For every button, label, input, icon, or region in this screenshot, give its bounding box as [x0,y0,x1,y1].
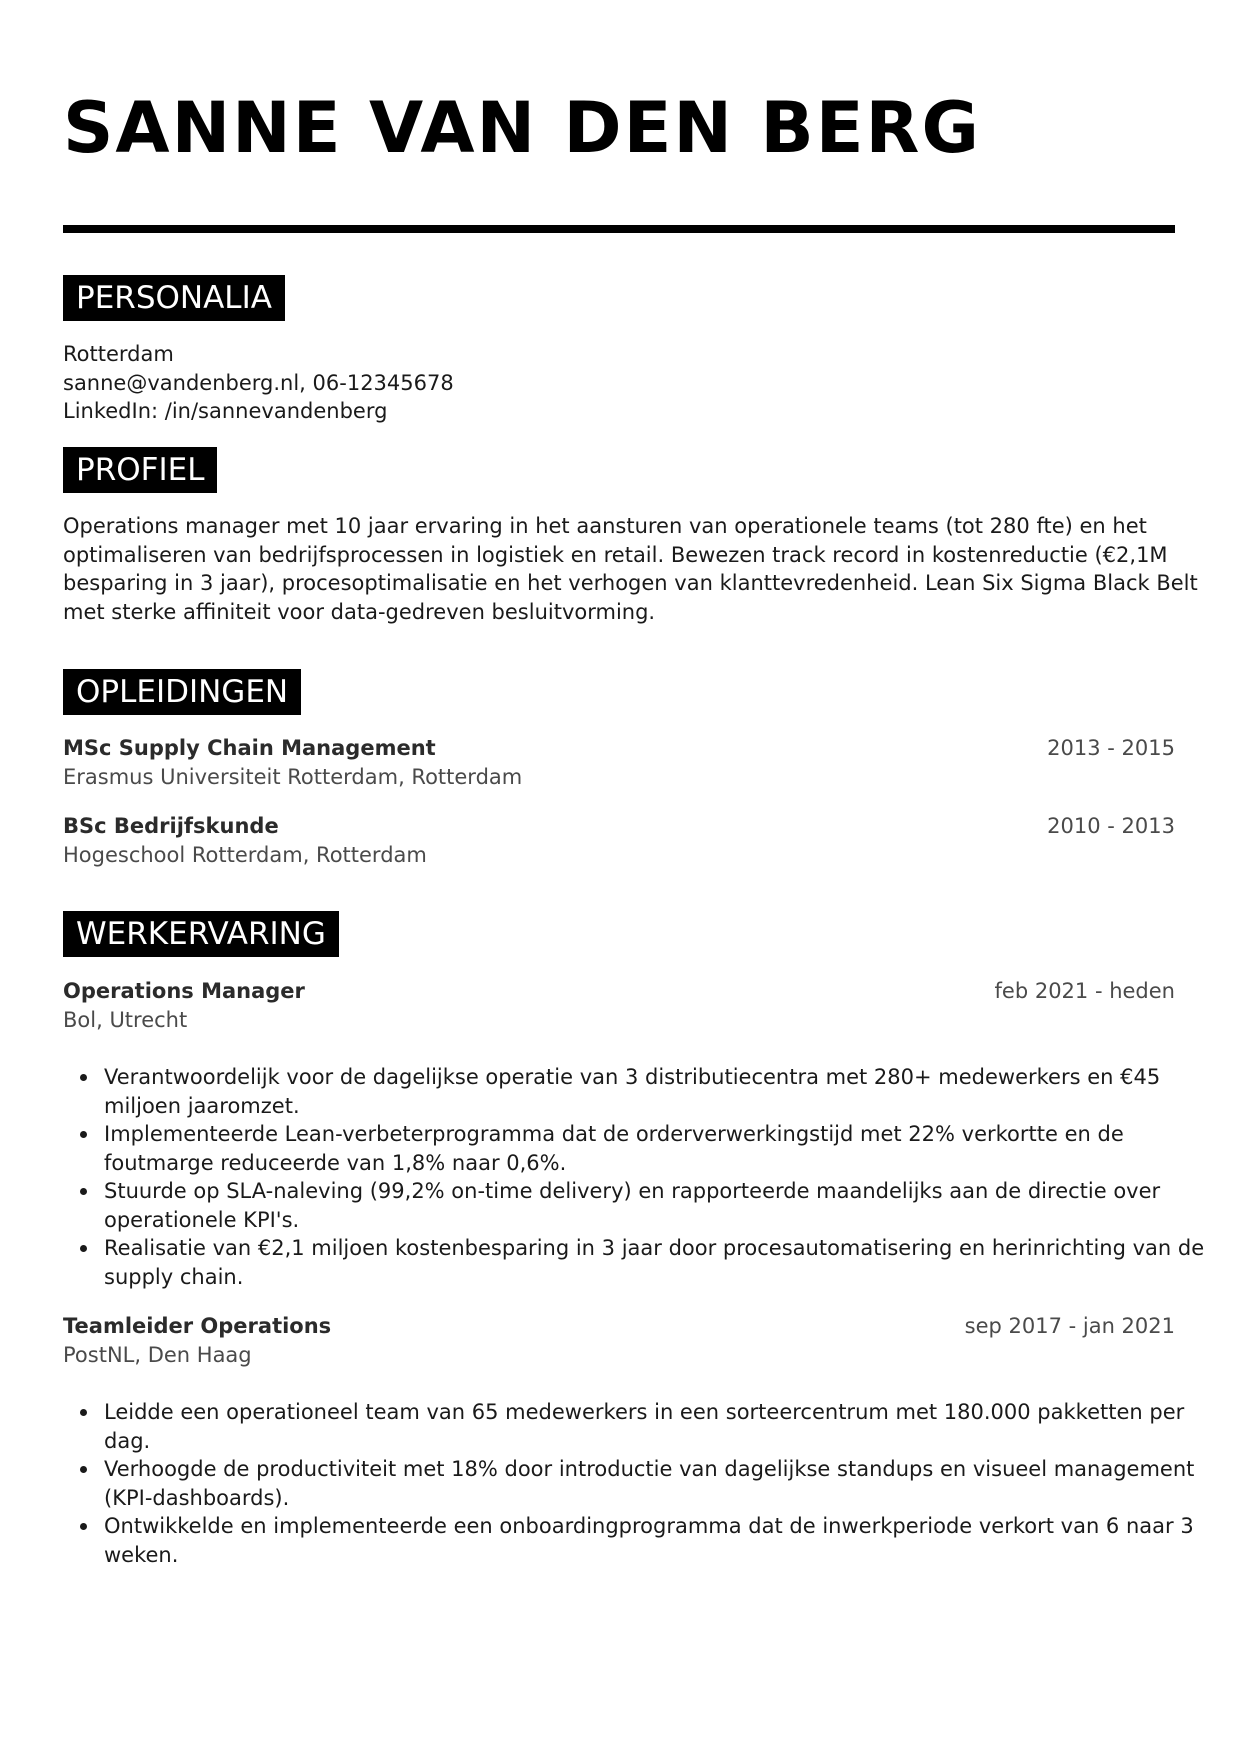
personalia-details [63,340,1175,426]
job-period: sep 2017 - jan 2021 [964,1314,1175,1338]
section-heading-werkervaring: WERKERVARING [63,911,339,957]
bullet-icon [80,1466,87,1473]
bullet-icon [80,1245,87,1252]
job-title: Operations Manager [63,979,305,1003]
profiel-line: met sterke affiniteit voor data-gedreven besluitvorming. [63,599,656,624]
list-item: Verantwoordelijk voor de dagelijkse operatie van 3 distributiecentra met 280+ medewerkers en €45 miljoen jaaromzet. [63,1063,1175,1120]
section-heading-profiel: PROFIEL [63,447,217,493]
bullet-icon [80,1074,87,1081]
education-school: Erasmus Universiteit Rotterdam, Rotterdam [63,765,523,789]
job-company: PostNL, Den Haag [63,1343,252,1367]
education-degree: MSc Supply Chain Management [63,736,436,760]
education-degree: BSc Bedrijfskunde [63,814,279,838]
job-entry [63,977,1175,1037]
bullet-icon [80,1188,87,1195]
header-divider [63,225,1175,233]
profiel-line: besparing in 3 jaar), procesoptimalisatie en het verhogen van klanttevredenheid. Lean Six Sigma Black Belt [63,571,1198,595]
list-item: Ontwikkelde en implementeerde een onboardingprogramma dat de inwerkperiode verkort van 6 naar 3 weken. [63,1512,1175,1569]
job-responsibilities-list [63,1063,1205,1291]
profiel-line: optimaliseren van bedrijfsprocessen in logistiek en retail. Bewezen track record in kostenreductie (€2,1M [63,542,1168,567]
bullet-icon [80,1409,87,1416]
education-entry [63,812,1175,872]
job-entry [63,1312,1175,1372]
personalia-linkedin: LinkedIn: /in/sannevandenberg [63,399,388,423]
job-period: feb 2021 - heden [994,979,1175,1003]
education-period: 2013 - 2015 [1047,736,1175,760]
section-heading-personalia: PERSONALIA [63,275,285,321]
list-item: Leidde een operationeel team van 65 medewerkers in een sorteercentrum met 180.000 pakketten per dag. [63,1398,1175,1455]
bullet-icon [80,1523,87,1530]
profiel-summary [63,512,1198,626]
education-school: Hogeschool Rotterdam, Rotterdam [63,843,427,867]
personalia-contact: sanne@vandenberg.nl, 06-12345678 [63,370,454,395]
list-item: Verhoogde de productiviteit met 18% door introductie van dagelijkse standups en visueel management (KPI-dashboards). [63,1455,1175,1512]
personalia-city: Rotterdam [63,342,174,366]
bullet-icon [80,1131,87,1138]
job-responsibilities-list [63,1398,1195,1569]
job-company: Bol, Utrecht [63,1008,188,1032]
section-heading-opleidingen: OPLEIDINGEN [63,669,301,715]
candidate-name: SANNE VAN DEN BERG [63,87,981,169]
job-title: Teamleider Operations [63,1314,332,1338]
list-item: Stuurde op SLA-naleving (99,2% on-time delivery) en rapporteerde maandelijks aan de directie over operationele KPI's. [63,1177,1175,1234]
profiel-line: Operations manager met 10 jaar ervaring in het aansturen van operationele teams (tot 280 fte) en het [63,514,1147,538]
education-entry [63,734,1175,794]
list-item: Realisatie van €2,1 miljoen kostenbesparing in 3 jaar door procesautomatisering en herinrichting van de supply chain. [63,1234,1175,1291]
list-item: Implementeerde Lean-verbeterprogramma dat de orderverwerkingstijd met 22% verkortte en de foutmarge reduceerde van 1,8% naar 0,6%. [63,1120,1175,1177]
education-period: 2010 - 2013 [1047,814,1175,838]
